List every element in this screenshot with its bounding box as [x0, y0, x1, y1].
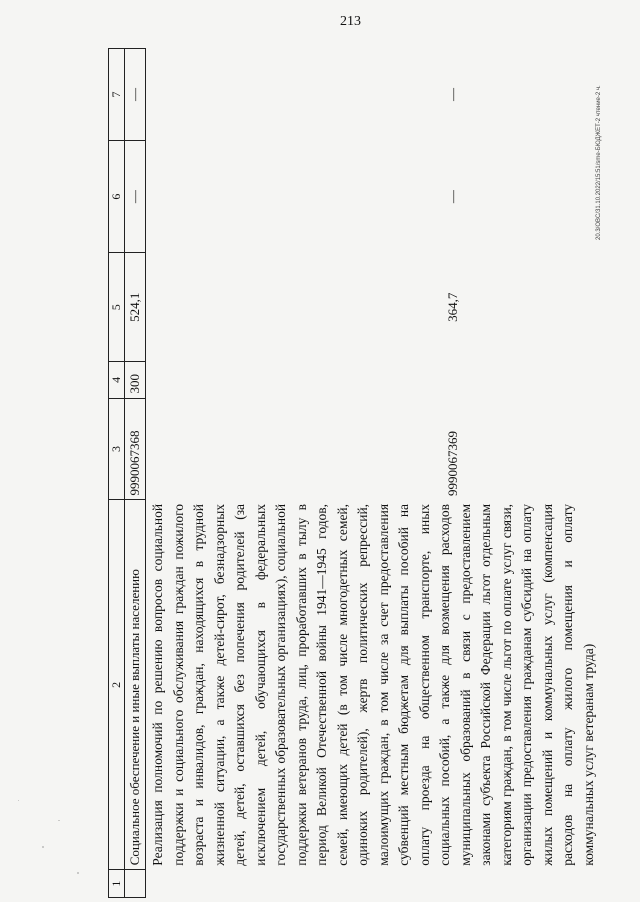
- row2-name: Реализация полномочий по решению вопросов социальной поддержки и социального обслуживания граждан пожилого возраста и инвалидов, граждан, находящихся в трудной жизненной ситуации, а также детей-сирот, безнадзорных детей, детей, оставшихся без попечения родителей (за исключением детей, обучающихся в федеральных государственных образовательных организациях), социальной поддержки ветеранов труда, лиц, проработавших в тылу в период Великой Отечественной войны 1941—1945 годов, семей, имеющих детей (в том числе многодетных семей, одиноких родителей), жертв политических репрессий, малоимущих граждан, в том числе за счет предоставления субвенций местным бюджетам для выплаты пособий на оплату проезда на общественном транспорте, иных социальных пособий, а также для возмещения расходов муниципальных образований в связи с предоставлением законами субъекта Российской Федерации льгот отдельным категориям граждан, в том числе льгот по оплате услуг связи, организации предоставления гражданам субсидий на оплату жилых помещений и коммунальных услуг (компенсация расходов на оплату жилого помещения и оплату коммунальных услуг ветеранам труда): [150, 503, 596, 866]
- page-number: 213: [340, 14, 361, 29]
- rotated-table-container: [108, 48, 596, 898]
- row1-col7: —: [125, 49, 146, 141]
- row1-type: 300: [125, 362, 146, 398]
- header-col-2: 2: [109, 500, 125, 870]
- header-col-7: 7: [109, 49, 125, 141]
- table-row: [125, 49, 146, 898]
- scan-speck: [18, 800, 19, 801]
- header-col-6: 6: [109, 140, 125, 252]
- row2-code: 9990067369: [445, 430, 460, 496]
- header-col-5: 5: [109, 253, 125, 362]
- budget-table: [108, 48, 601, 898]
- header-col-4: 4: [109, 362, 125, 398]
- scan-speck: [58, 820, 60, 821]
- scan-speck: [77, 872, 79, 874]
- table-header-row: [109, 49, 125, 898]
- row2-type: [146, 362, 602, 398]
- row2-col6: —: [445, 190, 460, 204]
- row2-amount: 364,7: [445, 292, 460, 322]
- table-row: [146, 49, 602, 898]
- row1-code: 9990067368: [125, 398, 146, 500]
- scan-speck: [42, 846, 44, 848]
- row1-amount: 524,1: [125, 253, 146, 362]
- row2-col7: —: [445, 87, 460, 101]
- header-col-1: 1: [109, 870, 125, 898]
- row1-col6: —: [125, 140, 146, 252]
- row1-name: Социальное обеспечение и иные выплаты населению: [125, 500, 146, 870]
- footer-code-text: 20.3/OBC/31.10.2022/15:51/sme-БЮДЖЕТ-2 чтение-2 ч.: [596, 85, 602, 240]
- header-col-3: 3: [109, 398, 125, 500]
